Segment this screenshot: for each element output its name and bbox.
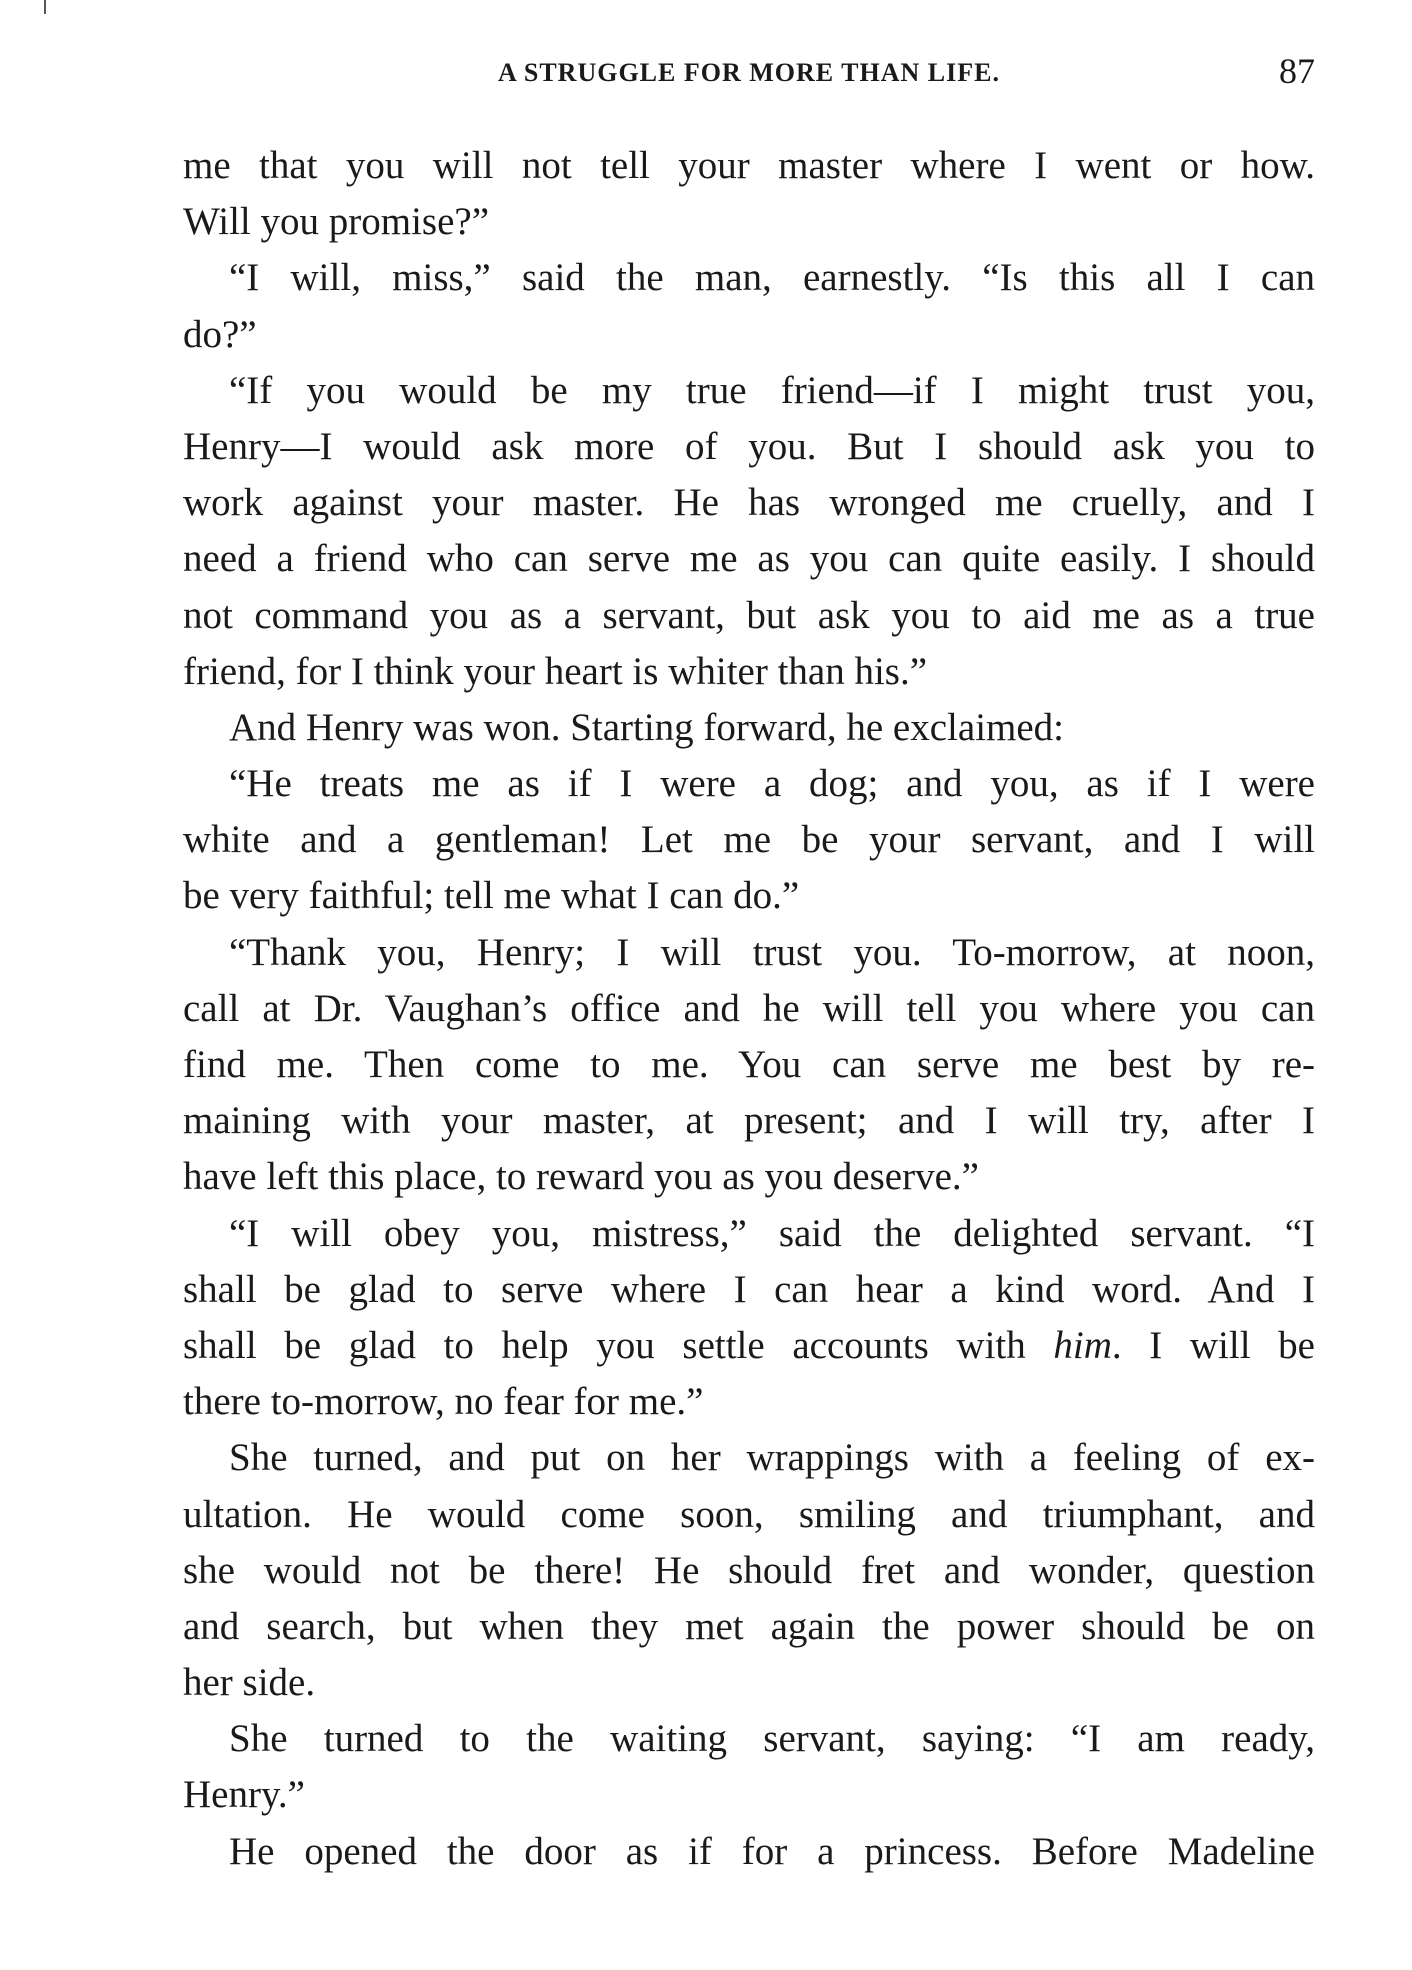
text-line	[183, 1318, 1315, 1374]
text-line: she would not be there! He should fret and wonder, question	[183, 1548, 1315, 1592]
text-line: and search, but when they met again the power should be on	[183, 1604, 1315, 1648]
text-line: “Thank you, Henry; I will trust you. To-morrow, at noon,	[229, 930, 1315, 974]
text-line: have left this place, to reward you as you deserve.”	[183, 1155, 979, 1199]
text-line: be very faithful; tell me what I can do.”	[183, 874, 800, 918]
running-head	[183, 50, 1315, 100]
text-line: “If you would be my true friend—if I might trust you,	[229, 368, 1315, 412]
text-line: And Henry was won. Starting forward, he exclaimed:	[229, 705, 1065, 749]
text-line: white and a gentleman! Let me be your servant, and I will	[183, 818, 1315, 862]
text-line: Henry—I would ask more of you. But I should ask you to	[183, 424, 1315, 468]
text-line: “I will obey you, mistress,” said the delighted servant. “I	[229, 1211, 1315, 1255]
text-line: He opened the door as if for a princess. Before Madeline	[229, 1829, 1315, 1873]
text-line: not command you as a servant, but ask you to aid me as a true	[183, 593, 1315, 637]
text-line: “He treats me as if I were a dog; and you, as if I were	[229, 762, 1315, 806]
text-line: call at Dr. Vaughan’s office and he will tell you where you can	[183, 986, 1315, 1030]
text-line: her side.	[183, 1661, 316, 1705]
text-line: need a friend who can serve me as you can quite easily. I should	[183, 537, 1315, 581]
text-line: maining with your master, at present; and I will try, after I	[183, 1099, 1315, 1143]
text-line: “I will, miss,” said the man, earnestly. “Is this all I can	[229, 256, 1315, 300]
text-line: me that you will not tell your master where I went or how.	[183, 144, 1315, 187]
text-line: ultation. He would come soon, smiling and triumphant, and	[183, 1492, 1315, 1536]
page-number: 87	[1279, 51, 1315, 91]
body-text	[183, 138, 1315, 1880]
text-line: work against your master. He has wronged me cruelly, and I	[183, 481, 1315, 525]
text-line: Henry.”	[183, 1773, 305, 1817]
text-segment: . I will be	[1111, 1323, 1315, 1367]
emphasis: him	[1053, 1323, 1112, 1367]
text-line: do?”	[183, 312, 257, 356]
text-line: shall be glad to serve where I can hear a kind word. And I	[183, 1267, 1315, 1311]
scan-mark	[44, 0, 46, 14]
running-title: A STRUGGLE FOR MORE THAN LIFE.	[498, 58, 1000, 87]
text-segment: shall be glad to help you settle accounts with	[183, 1323, 1054, 1367]
text-line: She turned, and put on her wrappings with a feeling of ex-	[229, 1436, 1315, 1480]
text-line: She turned to the waiting servant, saying: “I am ready,	[229, 1717, 1315, 1761]
text-line: friend, for I think your heart is whiter than his.”	[183, 649, 928, 693]
text-line: Will you promise?”	[183, 200, 490, 244]
text-line: find me. Then come to me. You can serve me best by re-	[183, 1043, 1315, 1086]
text-line: there to-morrow, no fear for me.”	[183, 1380, 704, 1424]
